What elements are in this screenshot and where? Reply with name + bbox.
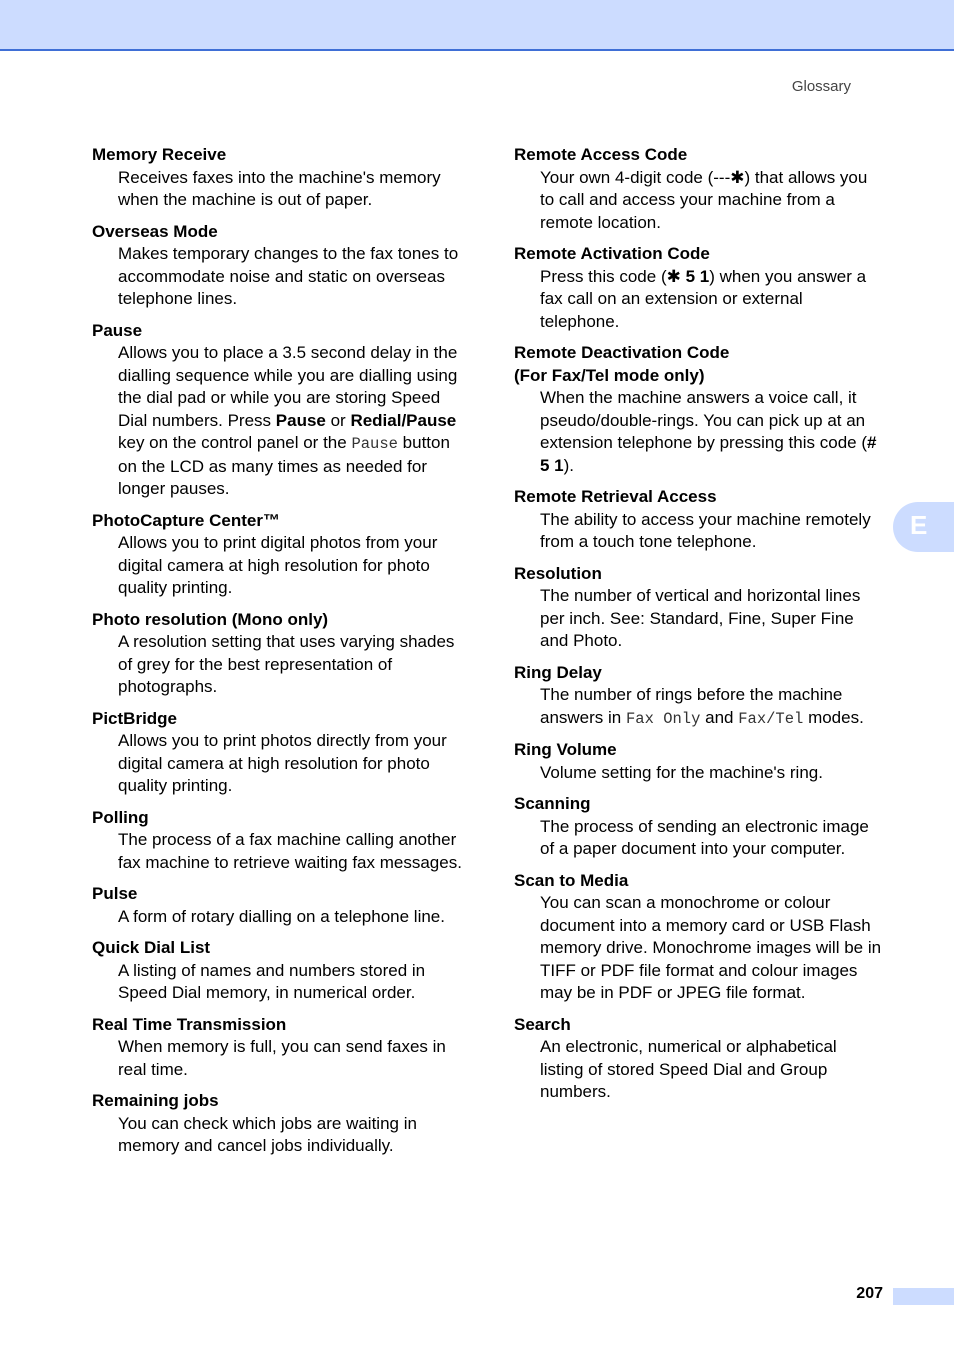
term-real-time-transmission: Real Time Transmission bbox=[92, 1014, 287, 1034]
chapter-tab bbox=[893, 502, 954, 552]
key-name-pause: Pause bbox=[275, 410, 326, 430]
glossary-entry bbox=[92, 609, 464, 699]
term-remaining-jobs: Remaining jobs bbox=[92, 1091, 219, 1110]
lcd-text-fax-only: Fax Only bbox=[625, 709, 701, 728]
term-scan-to-media: Scan to Media bbox=[514, 870, 629, 890]
text-run: When the machine answers a voice call, it pseudo/double-rings. You can pick up at an extension telephone by pressing this code ( bbox=[540, 388, 867, 452]
text-run: Allows you to place a 3.5 second delay in the dialling sequence while you are dialling using the dial pad or while you are storing Speed Dial numbers. Press bbox=[118, 343, 458, 430]
definition bbox=[514, 266, 884, 334]
definition: A resolution setting that uses varying shades of grey for the best representation of photographs. bbox=[118, 632, 455, 696]
lcd-text-fax-tel: Fax/Tel bbox=[738, 709, 804, 728]
glossary-entry bbox=[514, 793, 884, 861]
glossary-entry bbox=[514, 243, 884, 333]
definition: Makes temporary changes to the fax tones to accommodate noise and static on overseas telephone lines. bbox=[118, 244, 459, 308]
text-run: button on the LCD as many times as needed for longer pauses. bbox=[118, 433, 450, 498]
text-run: Press this code ( bbox=[540, 266, 667, 286]
text-run: or bbox=[325, 410, 351, 430]
text-run: Your own 4-digit code (--- bbox=[540, 167, 731, 187]
term-photo-resolution: Photo resolution (Mono only) bbox=[92, 609, 329, 629]
glossary-entry bbox=[514, 563, 884, 653]
glossary-entry bbox=[514, 342, 884, 477]
text-run: ) when you answer a fax call on an extension or external telephone. bbox=[540, 266, 867, 331]
definition: The number of vertical and horizontal lines per inch. See: Standard, Fine, Super Fine and Photo. bbox=[540, 586, 861, 650]
page-number: 207 bbox=[856, 1285, 883, 1302]
definition: A listing of names and numbers stored in Speed Dial memory, in numerical order. bbox=[118, 960, 426, 1002]
term-photocapture-center: PhotoCapture Center™ bbox=[92, 510, 280, 530]
definition: The process of sending an electronic image of a paper document into your computer. bbox=[540, 816, 869, 858]
code-digits: # 5 1 bbox=[540, 433, 877, 475]
glossary-entry bbox=[514, 144, 884, 234]
definition: You can scan a monochrome or colour document into a memory card or USB Flash memory drive. Monochrome images will be in TIFF or PDF file format and colour images may be in PDF or JPEG file format. bbox=[540, 893, 882, 1002]
term-quick-dial-list: Quick Dial List bbox=[92, 938, 211, 957]
glossary-entry bbox=[514, 662, 884, 731]
term-polling: Polling bbox=[92, 807, 149, 827]
definition: Volume setting for the machine's ring. bbox=[540, 762, 823, 782]
glossary-entry bbox=[92, 320, 464, 501]
definition: Allows you to print photos directly from your digital camera at high resolution for photo quality printing. bbox=[118, 731, 447, 795]
glossary-entry bbox=[92, 144, 464, 212]
definition bbox=[514, 167, 884, 235]
glossary-entry bbox=[92, 1090, 464, 1158]
glossary-entry bbox=[92, 708, 464, 798]
text-run: modes. bbox=[803, 707, 864, 727]
term-pause: Pause bbox=[92, 320, 143, 340]
text-run: key on the control panel or the bbox=[118, 433, 352, 452]
glossary-entry bbox=[92, 937, 464, 1005]
glossary-entry bbox=[514, 486, 884, 554]
glossary-entry bbox=[92, 807, 464, 875]
glossary-entry bbox=[92, 221, 464, 311]
glossary-column-right bbox=[514, 144, 884, 1113]
key-name-redial-pause: Redial/Pause bbox=[350, 410, 457, 430]
definition: The ability to access your machine remotely from a touch tone telephone. bbox=[540, 509, 871, 551]
term-remote-deactivation-code-qualifier: (For Fax/Tel mode only) bbox=[514, 365, 705, 385]
definition bbox=[514, 684, 884, 730]
definition: Receives faxes into the machine's memory when the machine is out of paper. bbox=[118, 167, 441, 209]
term-overseas-mode: Overseas Mode bbox=[92, 221, 218, 241]
text-run: ). bbox=[563, 455, 575, 475]
glossary-entry bbox=[514, 1014, 884, 1104]
header-band bbox=[0, 0, 954, 51]
definition: When memory is full, you can send faxes in real time. bbox=[118, 1037, 446, 1079]
term-pulse: Pulse bbox=[92, 884, 138, 903]
definition bbox=[92, 342, 464, 501]
term-ring-delay: Ring Delay bbox=[514, 662, 602, 682]
footer-band bbox=[893, 1288, 954, 1305]
code-digits: 5 1 bbox=[680, 266, 710, 286]
chapter-tab-label: E bbox=[910, 510, 928, 540]
definition bbox=[514, 387, 884, 477]
text-run: The number of rings before the machine answers in bbox=[540, 685, 843, 727]
term-remote-deactivation-code: Remote Deactivation Code bbox=[514, 343, 730, 362]
term-remote-activation-code: Remote Activation Code bbox=[514, 244, 710, 263]
lcd-text-pause: Pause bbox=[351, 435, 398, 453]
term-memory-receive: Memory Receive bbox=[92, 145, 227, 164]
definition: An electronic, numerical or alphabetical listing of stored Speed Dial and Group numbers. bbox=[540, 1037, 837, 1101]
star-key-symbol: ✱ bbox=[666, 266, 681, 286]
glossary-entry bbox=[514, 739, 884, 784]
glossary-column-left bbox=[92, 144, 464, 1167]
term-pictbridge: PictBridge bbox=[92, 708, 178, 728]
definition: A form of rotary dialling on a telephone line. bbox=[118, 906, 445, 926]
section-title: Glossary bbox=[791, 78, 851, 95]
glossary-entry bbox=[514, 870, 884, 1005]
definition: You can check which jobs are waiting in memory and cancel jobs individually. bbox=[118, 1113, 417, 1155]
definition: The process of a fax machine calling another fax machine to retrieve waiting fax messages. bbox=[118, 830, 462, 872]
term-remote-access-code: Remote Access Code bbox=[514, 145, 688, 164]
term-search: Search bbox=[514, 1014, 571, 1034]
text-run: ) that allows you to call and access your machine from a remote location. bbox=[540, 167, 868, 232]
glossary-entry bbox=[92, 883, 464, 928]
text-run: and bbox=[700, 707, 739, 727]
term-resolution: Resolution bbox=[514, 563, 602, 583]
term-ring-volume: Ring Volume bbox=[514, 740, 617, 759]
star-key-symbol: ✱ bbox=[730, 167, 745, 187]
term-remote-retrieval-access: Remote Retrieval Access bbox=[514, 487, 717, 506]
term-scanning: Scanning bbox=[514, 794, 591, 813]
definition: Allows you to print digital photos from your digital camera at high resolution for photo quality printing. bbox=[118, 533, 438, 597]
glossary-entry bbox=[92, 510, 464, 600]
glossary-entry bbox=[92, 1014, 464, 1082]
